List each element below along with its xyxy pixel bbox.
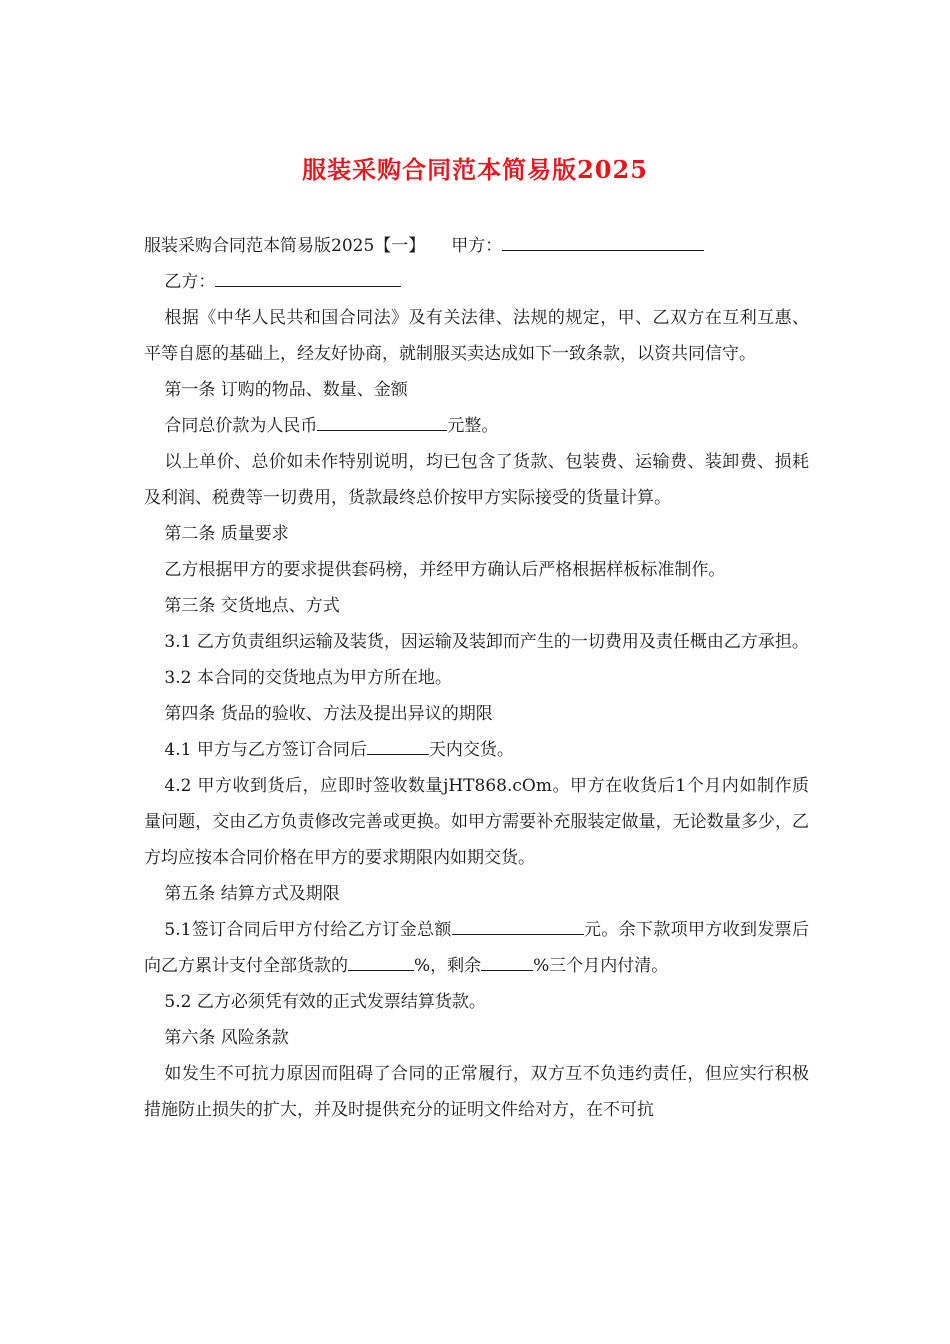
article-5-1-mid2: %，剩余 <box>414 956 482 976</box>
article-5-1-pre: 5.1签订合同后甲方付给乙方订金总额 <box>164 920 452 940</box>
article-2-title: 第二条 质量要求 <box>164 524 289 544</box>
article-6-text: 如发生不可抗力原因而阻碍了合同的正常履行，双方互不负违约责任，但应实行积极措施防止损失的扩大，并及时提供充分的证明文件给对方，在不可抗 <box>144 1064 809 1120</box>
article-5-1-post: %三个月内付清。 <box>533 956 669 976</box>
article-4-title: 第四条 货品的验收、方法及提出异议的期限 <box>164 704 493 724</box>
article-2-text: 乙方根据甲方的要求提供套码榜，并经甲方确认后严格根据样板标准制作。 <box>164 560 726 580</box>
article-3-1: 3.1 乙方负责组织运输及装货，因运输及装卸而产生的一切费用及责任概由乙方承担。 <box>164 632 809 652</box>
payment-percent-blank <box>348 948 414 971</box>
remaining-percent-blank <box>481 948 533 971</box>
article-3-2: 3.2 本合同的交货地点为甲方所在地。 <box>164 668 452 688</box>
document-body <box>144 228 809 1128</box>
deposit-amount-blank <box>452 912 584 935</box>
party-b-line <box>144 264 809 300</box>
article-1-note: 以上单价、总价如未作特别说明，均已包含了货款、包装费、运输费、装卸费、损耗及利润、税费等一切费用，货款最终总价按甲方实际接受的货量计算。 <box>144 452 809 508</box>
article-5-2: 5.2 乙方必须凭有效的正式发票结算货款。 <box>164 992 486 1012</box>
delivery-days-blank <box>367 732 429 755</box>
party-b-blank <box>215 264 401 287</box>
article-3-title: 第三条 交货地点、方式 <box>164 596 340 616</box>
article-1-total <box>144 408 809 444</box>
article-4-1 <box>144 732 809 768</box>
header-lead: 服装采购合同范本简易版2025【一】 <box>144 236 426 256</box>
party-b-label: 乙方： <box>164 272 216 292</box>
article-1-title: 第一条 订购的物品、数量、金额 <box>164 380 408 400</box>
party-a-label: 甲方： <box>451 236 503 256</box>
article-4-1-post: 天内交货。 <box>428 740 514 760</box>
article-4-2: 4.2 甲方收到货后，应即时签收数量jHT868.cOm。甲方在收货后1个月内如制作质量问题，交由乙方负责修改完善或更换。如甲方需要补充服装定做量，无论数量多少，乙方均应按本合同价格在甲方的要求期限内如期交货。 <box>144 776 809 868</box>
article-4-1-pre: 4.1 甲方与乙方签订合同后 <box>164 740 367 760</box>
article-5-1 <box>144 912 809 984</box>
article-5-1-mid: 元。余下款项甲方收到发票后向乙方累计支付全部货款的 <box>144 920 809 976</box>
total-amount-blank <box>317 408 447 431</box>
article-1-total-pre: 合同总价款为人民币 <box>164 416 318 436</box>
article-5-title: 第五条 结算方式及期限 <box>164 884 340 904</box>
article-1-total-post: 元整。 <box>447 416 499 436</box>
party-a-blank <box>502 228 704 251</box>
intro-paragraph: 根据《中华人民共和国合同法》及有关法律、法规的规定，甲、乙双方在互利互惠、平等自愿的基础上，经友好协商，就制服买卖达成如下一致条款，以资共同信守。 <box>144 308 809 364</box>
article-6-title: 第六条 风险条款 <box>164 1028 289 1048</box>
document-title: 服装采购合同范本简易版2025 <box>302 155 648 184</box>
header-line <box>144 228 809 264</box>
